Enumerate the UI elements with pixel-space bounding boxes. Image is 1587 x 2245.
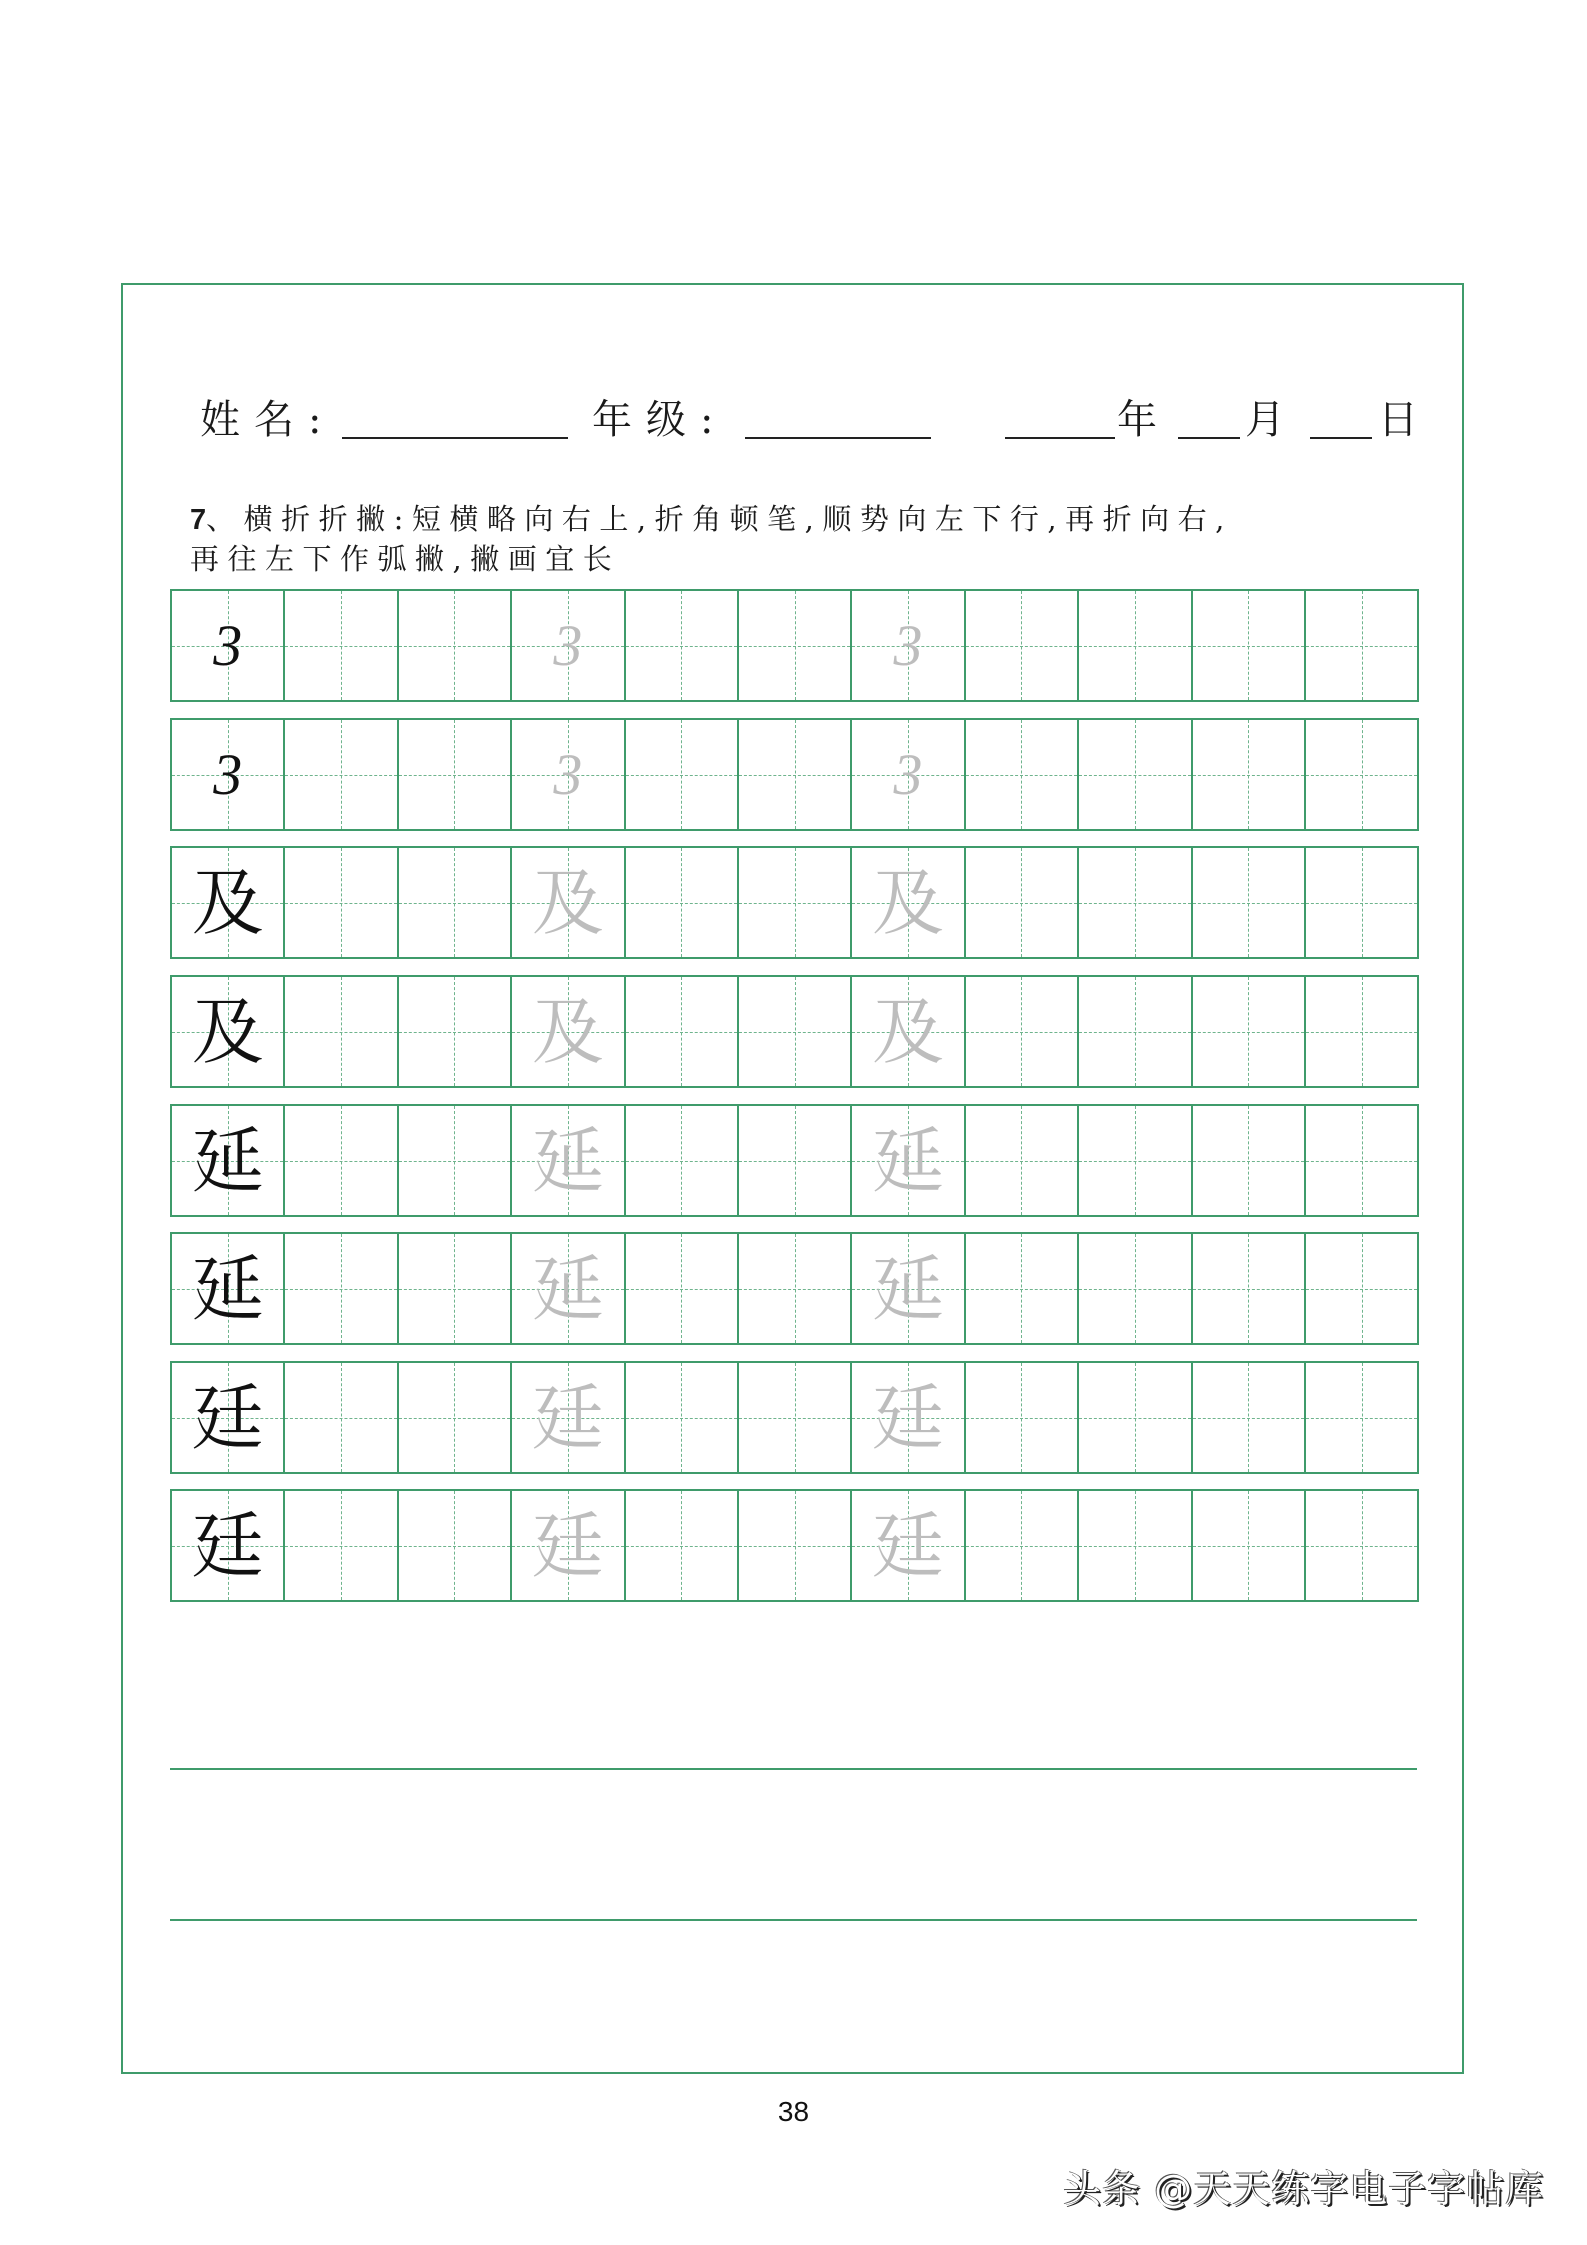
- tian-grid-cell[interactable]: [966, 1234, 1079, 1343]
- model-character: 延: [191, 1118, 264, 1203]
- trace-character: 廷: [531, 1503, 604, 1588]
- tian-grid-cell[interactable]: [285, 720, 398, 829]
- tian-grid-cell[interactable]: [739, 720, 852, 829]
- model-character: 3: [213, 612, 243, 678]
- trace-character: 延: [531, 1118, 604, 1203]
- instruction-line-2: 再往左下作弧撇,撇画宜长: [190, 542, 621, 576]
- watermark: 头条 @天天练字电子字帖库: [1063, 2167, 1545, 2211]
- tian-grid-cell[interactable]: [966, 848, 1079, 957]
- tian-grid-cell[interactable]: [285, 1363, 398, 1472]
- model-character: 廷: [191, 1375, 264, 1460]
- tian-grid-cell[interactable]: [626, 591, 739, 700]
- tian-grid-cell[interactable]: [739, 848, 852, 957]
- grade-label: 年级:: [592, 397, 728, 443]
- tian-grid-cell[interactable]: [172, 1234, 285, 1343]
- tian-grid-cell[interactable]: [1193, 977, 1306, 1086]
- tian-grid-cell[interactable]: [852, 1363, 965, 1472]
- model-character: 延: [191, 1246, 264, 1331]
- trace-character: 延: [872, 1118, 945, 1203]
- tian-grid-cell[interactable]: [739, 1363, 852, 1472]
- tian-grid-cell[interactable]: [512, 977, 625, 1086]
- trace-character: 延: [872, 1246, 945, 1331]
- instruction-number: 7: [190, 504, 207, 536]
- tian-grid-cell[interactable]: [1306, 977, 1419, 1086]
- grade-field[interactable]: [745, 437, 931, 439]
- tian-grid-cell[interactable]: [852, 977, 965, 1086]
- tian-grid-cell[interactable]: [852, 591, 965, 700]
- tian-grid-cell[interactable]: [1306, 1234, 1419, 1343]
- tian-grid-cell[interactable]: [399, 591, 512, 700]
- tian-grid-cell[interactable]: [966, 591, 1079, 700]
- tian-grid-cell[interactable]: [1193, 1234, 1306, 1343]
- tian-grid-cell[interactable]: [626, 1363, 739, 1472]
- tian-grid-cell[interactable]: [1079, 1234, 1192, 1343]
- trace-character: 及: [872, 989, 945, 1074]
- tian-grid-cell[interactable]: [285, 1491, 398, 1600]
- tian-grid-cell[interactable]: [626, 720, 739, 829]
- tian-grid-cell[interactable]: [512, 1491, 625, 1600]
- tian-grid-cell[interactable]: [285, 848, 398, 957]
- tian-grid-cell[interactable]: [739, 977, 852, 1086]
- tian-grid-cell[interactable]: [1306, 848, 1419, 957]
- tian-grid-cell[interactable]: [1193, 720, 1306, 829]
- tian-grid-cell[interactable]: [172, 720, 285, 829]
- tian-grid-cell[interactable]: [1193, 591, 1306, 700]
- tian-grid-cell[interactable]: [172, 591, 285, 700]
- month-field[interactable]: [1178, 437, 1240, 439]
- tian-grid-cell[interactable]: [966, 1106, 1079, 1215]
- model-character: 廷: [191, 1503, 264, 1588]
- tian-grid-cell[interactable]: [172, 1363, 285, 1472]
- tian-grid-cell[interactable]: [852, 1234, 965, 1343]
- tian-grid-cell[interactable]: [852, 1491, 965, 1600]
- tian-grid-cell[interactable]: [852, 848, 965, 957]
- tian-grid-cell[interactable]: [966, 1491, 1079, 1600]
- tian-grid-cell[interactable]: [966, 1363, 1079, 1472]
- tian-grid-cell[interactable]: [626, 1234, 739, 1343]
- tian-grid-cell[interactable]: [1079, 977, 1192, 1086]
- grid-row: [170, 1361, 1419, 1474]
- name-field[interactable]: [342, 437, 568, 439]
- grid-row: [170, 589, 1419, 702]
- trace-character: 廷: [872, 1375, 945, 1460]
- tian-grid-cell[interactable]: [626, 1106, 739, 1215]
- model-character: 及: [191, 860, 264, 945]
- tian-grid-cell[interactable]: [285, 1234, 398, 1343]
- trace-character: 廷: [872, 1503, 945, 1588]
- tian-grid-cell[interactable]: [285, 1106, 398, 1215]
- tian-grid-cell[interactable]: [626, 1491, 739, 1600]
- tian-grid-cell[interactable]: [285, 977, 398, 1086]
- trace-character: 3: [553, 741, 583, 807]
- tian-grid-cell[interactable]: [512, 1363, 625, 1472]
- tian-grid-cell[interactable]: [399, 848, 512, 957]
- tian-grid-cell[interactable]: [1306, 720, 1419, 829]
- tian-grid-cell[interactable]: [1079, 1106, 1192, 1215]
- trace-character: 及: [872, 860, 945, 945]
- trace-character: 3: [893, 741, 923, 807]
- year-field[interactable]: [1005, 437, 1115, 439]
- grid-row: [170, 846, 1419, 959]
- tian-grid-cell[interactable]: [285, 591, 398, 700]
- tian-grid-cell[interactable]: [399, 720, 512, 829]
- tian-grid-cell[interactable]: [512, 591, 625, 700]
- tian-grid-cell[interactable]: [512, 1106, 625, 1215]
- year-label: 年: [1117, 397, 1171, 443]
- tian-grid-cell[interactable]: [399, 1491, 512, 1600]
- grid-row: [170, 1104, 1419, 1217]
- tian-grid-cell[interactable]: [1193, 1491, 1306, 1600]
- trace-character: 3: [553, 612, 583, 678]
- instruction-line-1: [190, 500, 1440, 539]
- tian-grid-cell[interactable]: [1079, 720, 1192, 829]
- tian-grid-cell[interactable]: [172, 848, 285, 957]
- tian-grid-cell[interactable]: [172, 1106, 285, 1215]
- day-label: 日: [1378, 397, 1432, 443]
- tian-grid-cell[interactable]: [1193, 1106, 1306, 1215]
- trace-character: 及: [531, 989, 604, 1074]
- name-label: 姓名:: [200, 397, 336, 443]
- grid-row: [170, 1489, 1419, 1602]
- tian-grid-cell[interactable]: [1079, 848, 1192, 957]
- grid-row: [170, 1232, 1419, 1345]
- writing-line-1[interactable]: [170, 1768, 1417, 1770]
- tian-grid-cell[interactable]: [1193, 1363, 1306, 1472]
- tian-grid-cell[interactable]: [1306, 1363, 1419, 1472]
- tian-grid-cell[interactable]: [739, 591, 852, 700]
- tian-grid-cell[interactable]: [739, 1234, 852, 1343]
- tian-grid-cell[interactable]: [626, 977, 739, 1086]
- tian-grid-cell[interactable]: [966, 977, 1079, 1086]
- tian-grid-cell[interactable]: [399, 1106, 512, 1215]
- tian-grid-cell[interactable]: [852, 1106, 965, 1215]
- trace-character: 及: [531, 860, 604, 945]
- tian-grid-cell[interactable]: [1306, 1491, 1419, 1600]
- tian-grid-cell[interactable]: [399, 977, 512, 1086]
- tian-grid-cell[interactable]: [512, 1234, 625, 1343]
- model-character: 3: [213, 741, 243, 807]
- writing-line-2[interactable]: [170, 1919, 1417, 1921]
- tian-grid-cell[interactable]: [512, 848, 625, 957]
- page-number: 38: [777, 2096, 810, 2127]
- tian-grid-cell[interactable]: [626, 848, 739, 957]
- month-label: 月: [1245, 397, 1299, 443]
- tian-grid-cell[interactable]: [966, 720, 1079, 829]
- tian-grid-cell[interactable]: [399, 1234, 512, 1343]
- day-field[interactable]: [1310, 437, 1372, 439]
- tian-grid-cell[interactable]: [172, 1491, 285, 1600]
- tian-grid-cell[interactable]: [1079, 591, 1192, 700]
- tian-grid-cell[interactable]: [739, 1106, 852, 1215]
- trace-character: 3: [893, 612, 923, 678]
- tian-grid-cell[interactable]: [1079, 1363, 1192, 1472]
- tian-grid-cell[interactable]: [1306, 1106, 1419, 1215]
- trace-character: 延: [531, 1246, 604, 1331]
- tian-grid-cell[interactable]: [512, 720, 625, 829]
- instruction-text-1: 、横折折撇:短横略向右上,折角顿笔,顺势向左下行,再折向右,: [206, 502, 1233, 536]
- grid-row: [170, 975, 1419, 1088]
- tian-grid-cell[interactable]: [1306, 591, 1419, 700]
- model-character: 及: [191, 989, 264, 1074]
- tian-grid-cell[interactable]: [739, 1491, 852, 1600]
- tian-grid-cell[interactable]: [399, 1363, 512, 1472]
- grid-row: [170, 718, 1419, 831]
- trace-character: 廷: [531, 1375, 604, 1460]
- tian-grid-cell[interactable]: [1193, 848, 1306, 957]
- tian-grid-cell[interactable]: [852, 720, 965, 829]
- tian-grid-cell[interactable]: [1079, 1491, 1192, 1600]
- tian-grid-cell[interactable]: [172, 977, 285, 1086]
